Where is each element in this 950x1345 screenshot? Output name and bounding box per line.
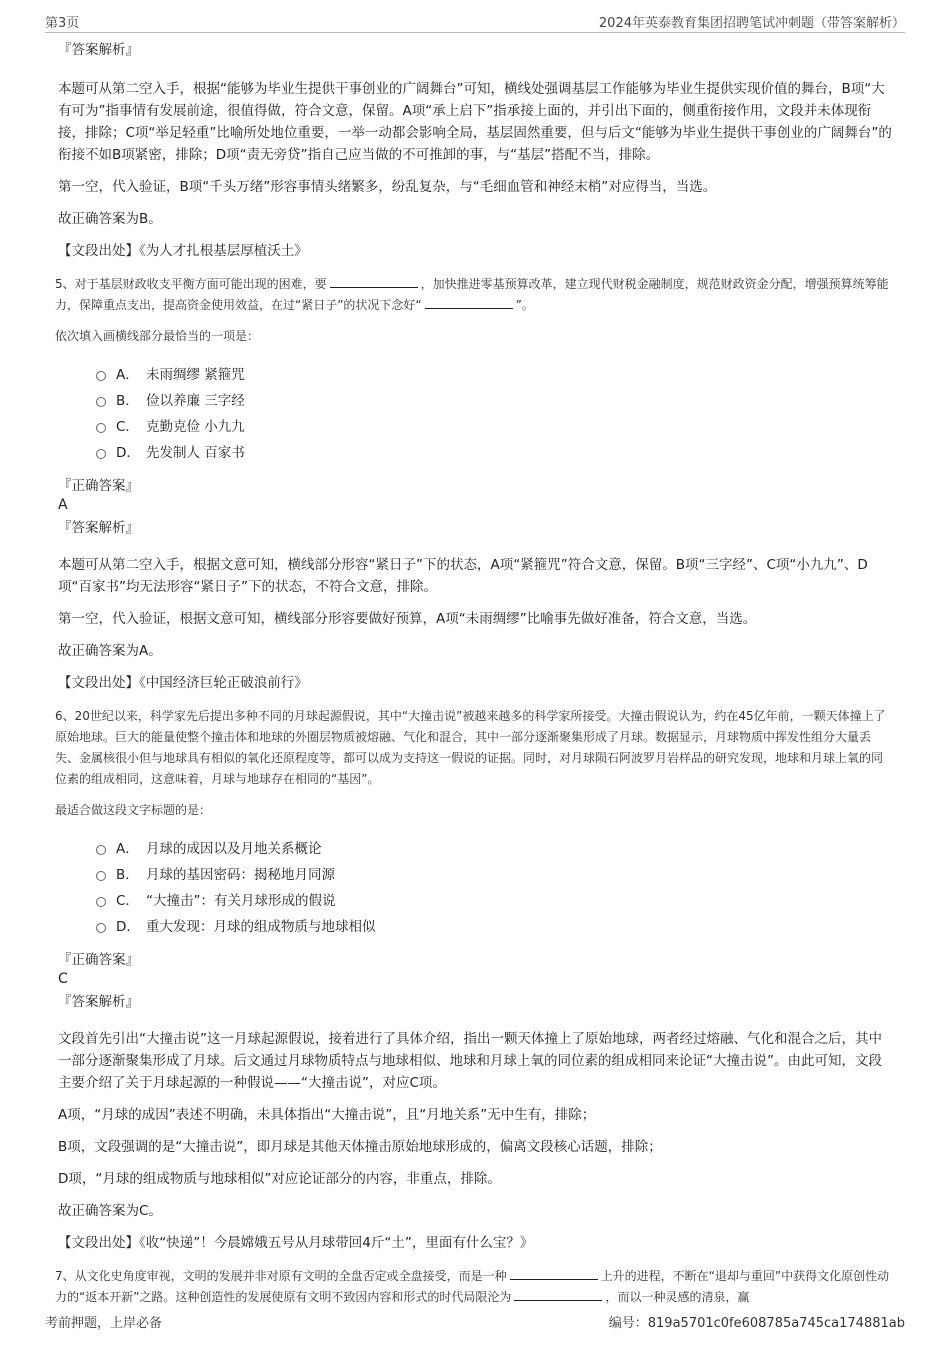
q6-correct-label: 『正确答案』 (58, 952, 139, 968)
radio-icon[interactable] (96, 371, 106, 381)
q5-correct-label: 『正确答案』 (58, 478, 139, 494)
radio-icon[interactable] (96, 423, 106, 433)
q6-option-d[interactable]: D． 重大发现：月球的组成物质与地球相似 (96, 914, 893, 940)
q4-analysis-label: 『答案解析』 (58, 42, 139, 58)
q5-option-a[interactable]: A． 未雨绸缪 紧箍咒 (96, 362, 893, 388)
q6-analysis-p3: B项，文段强调的是“大撞击说”，即月球是其他天体撞击原始地球形成的，偏离文段核心话题，排除； (58, 1139, 662, 1155)
q6-options (96, 836, 893, 940)
radio-icon[interactable] (96, 845, 106, 855)
q5-option-d[interactable]: D． 先发制人 百家书 (96, 440, 893, 466)
q6-option-b[interactable]: B． 月球的基因密码：揭秘地月同源 (96, 862, 893, 888)
q4-analysis-p1: 本题可从第二空入手，根据“能够为毕业生提供干事创业的广阔舞台”可知，横线处强调基层工作能够为毕业生提供实现价值的舞台，B项“大有可为”指事情有发展前途，很值得做，符合文意，保留。A项“承上启下”指承接上面的，并引出下面的，侧重衔接作用，文段并未体现衔接，排除；C项“举足轻重”比喻所处地位重要，一举一动都会影响全局，基层固然重要，但与后文“能够为毕业生提供干事创业的广阔舞台”的衔接不如B项紧密，排除；D项“责无旁贷”指自己应当做的不可推卸的事，与“基层”搭配不当，排除。 (58, 81, 892, 163)
q6-correct-answer: C (58, 971, 68, 987)
q5-options (96, 362, 893, 466)
q5-option-c[interactable]: C． 克勤克俭 小九九 (96, 414, 893, 440)
q5-analysis-label: 『答案解析』 (58, 520, 139, 536)
radio-icon[interactable] (96, 923, 106, 933)
q6-option-a[interactable]: A． 月球的成因以及月地关系概论 (96, 836, 893, 862)
q5-correct-answer: A (58, 497, 68, 513)
document-id: 编号：819a5701c0fe608785a745ca174881ab (608, 1316, 905, 1331)
q6-analysis-p1: 文段首先引出“大撞击说”这一月球起源假说，接着进行了具体介绍，指出一颗天体撞上了原始地球，两者经过熔融、气化和混合之后，其中一部分逐渐聚集形成了月球。后文通过月球物质特点与地球相似、地球和月球上氧的同位素的组成相同来论证“大撞击说”。由此可知，文段主要介绍了关于月球起源的一种假说——“大撞击说”，对应C项。 (58, 1031, 882, 1091)
page-number: 第3页 (45, 16, 80, 31)
page-header (45, 12, 905, 32)
q5-prompt: 依次填入画横线部分最恰当的一项是： (55, 329, 260, 343)
q4-conclusion: 故正确答案为B。 (58, 211, 162, 227)
q6-analysis-p2: A项，“月球的成因”表述不明确，未具体指出“大撞击说”，且“月地关系”无中生有，排除； (58, 1107, 596, 1123)
blank-1 (510, 1267, 598, 1280)
q5-stem: 5、对于基层财政收支平衡方面可能出现的困难，要 ，加快推进零基预算改革，建立现代财税金融制度，规范财政资金分配，增强预算统筹能力，保障重点支出，提高资金使用效益，在过“紧日子”的状况下念好“ ”。 (55, 277, 889, 312)
q6-analysis-p4: D项，“月球的组成物质与地球相似”对应论证部分的内容，非重点，排除。 (58, 1171, 501, 1187)
header-divider (45, 32, 905, 33)
footer-slogan: 考前押题，上岸必备 (45, 1316, 163, 1331)
q6-analysis-label: 『答案解析』 (58, 994, 139, 1010)
q5-analysis-p1: 本题可从第二空入手，根据文意可知，横线部分形容“紧日子”下的状态，A项“紧箍咒”符合文意，保留。B项“三字经”、C项“小九九”、D项“百家书”均无法形容“紧日子”下的状态，不符合文意，排除。 (58, 557, 868, 595)
q5-analysis-p2: 第一空，代入验证，根据文意可知，横线部分形容要做好预算，A项“未雨绸缪”比喻事先做好准备，符合文意，当选。 (58, 611, 757, 627)
radio-icon[interactable] (96, 871, 106, 881)
q7-stem: 7、从文化史角度审视，文明的发展并非对原有文明的全盘否定或全盘接受，而是一种 上升的进程，不断在“退却与重回”中获得文化原创性动力的“返本开新”之路。这种创造性的发展使原有文明不致因内容和形式的时代局限沦为 ，而以一种灵感的清泉，赢 (55, 1269, 890, 1304)
radio-icon[interactable] (96, 897, 106, 907)
q5-source: 【文段出处】《中国经济巨轮正破浪前行》 (58, 675, 308, 691)
radio-icon[interactable] (96, 397, 106, 407)
radio-icon[interactable] (96, 449, 106, 459)
blank-1 (330, 275, 418, 288)
q6-source: 【文段出处】《收“快递”！今晨嫦娥五号从月球带回4斤“土”，里面有什么宝？》 (58, 1235, 534, 1251)
q6-prompt: 最适合做这段文字标题的是： (55, 803, 212, 817)
q5-option-b[interactable]: B． 俭以养廉 三字经 (96, 388, 893, 414)
q5-conclusion: 故正确答案为A。 (58, 643, 162, 659)
blank-2 (514, 1288, 602, 1301)
q6-option-c[interactable]: C． “大撞击”：有关月球形成的假说 (96, 888, 893, 914)
q6-conclusion: 故正确答案为C。 (58, 1203, 162, 1219)
q4-analysis-p2: 第一空，代入验证，B项“千头万绪”形容事情头绪繁多，纷乱复杂，与“毛细血管和神经末梢”对应得当，当选。 (58, 179, 717, 195)
document-body (55, 40, 893, 1318)
document-title: 2024年英泰教育集团招聘笔试冲刺题（带答案解析） (598, 16, 905, 31)
q6-stem: 6、20世纪以来，科学家先后提出多种不同的月球起源假说，其中“大撞击说”被越来越多的科学家所接受。大撞击假说认为，约在45亿年前，一颗天体撞上了原始地球。巨大的能量使整个撞击体和地球的外圈层物质被熔融、气化和混合，其中一部分逐渐聚集形成了月球。数据显示，月球物质中挥发性组分大量丢失、金属核很小但与地球具有相似的氧化还原程度等，都可以成为支持这一假说的证据。同时，对月球陨石阿波罗月岩样品的研究发现，地球和月球上氧的同位素的组成相同，这意味着，月球与地球存在相同的“基因”。 (55, 709, 886, 786)
q4-source: 【文段出处】《为人才扎根基层厚植沃土》 (58, 243, 308, 259)
blank-2 (425, 296, 513, 309)
